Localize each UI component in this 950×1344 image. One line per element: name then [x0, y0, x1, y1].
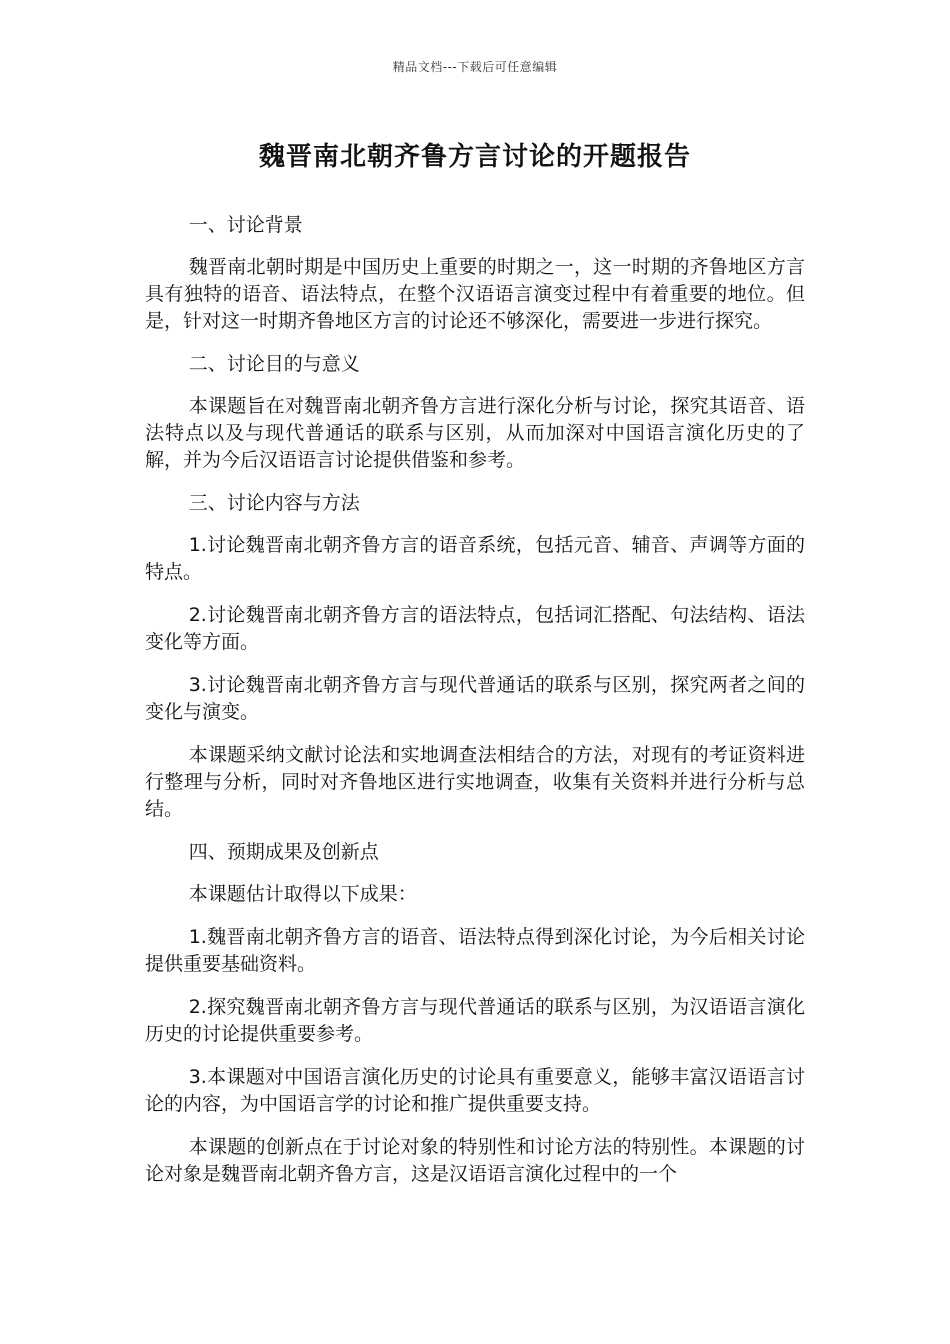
list-item: 2.讨论魏晋南北朝齐鲁方言的语法特点，包括词汇搭配、句法结构、语法变化等方面。 [145, 604, 805, 653]
paragraph: 魏晋南北朝时期是中国历史上重要的时期之一，这一时期的齐鲁地区方言具有独特的语音、语法特点，在整个汉语语言演变过程中有着重要的地位。但是，针对这一时期齐鲁地区方言的讨论还不够深化，需要进一步进行探究。 [145, 256, 805, 332]
document-body [145, 212, 805, 1204]
paragraph: 本课题估计取得以下成果： [188, 883, 417, 905]
document-title: 魏晋南北朝齐鲁方言讨论的开题报告 [258, 142, 691, 172]
paragraph: 本课题旨在对魏晋南北朝齐鲁方言进行深化分析与讨论，探究其语音、语法特点以及与现代普通话的联系与区别，从而加深对中国语言演化历史的了解，并为今后汉语语言讨论提供借鉴和参考。 [145, 395, 805, 471]
list-item: 3.讨论魏晋南北朝齐鲁方言与现代普通话的联系与区别，探究两者之间的变化与演变。 [145, 674, 805, 723]
list-item: 1.魏晋南北朝齐鲁方言的语音、语法特点得到深化讨论，为今后相关讨论提供重要基础资料。 [145, 926, 805, 975]
section-heading-content-method: 三、讨论内容与方法 [188, 492, 360, 514]
paragraph: 本课题的创新点在于讨论对象的特别性和讨论方法的特别性。本课题的讨论对象是魏晋南北朝齐鲁方言，这是汉语语言演化过程中的一个 [145, 1136, 805, 1185]
list-item: 3.本课题对中国语言演化历史的讨论具有重要意义，能够丰富汉语语言讨论的内容，为中国语言学的讨论和推广提供重要支持。 [145, 1066, 805, 1115]
section-heading-purpose: 二、讨论目的与意义 [188, 353, 360, 375]
list-item: 1.讨论魏晋南北朝齐鲁方言的语音系统，包括元音、辅音、声调等方面的特点。 [145, 534, 805, 583]
section-heading-outcomes: 四、预期成果及创新点 [188, 841, 379, 863]
section-heading-background: 一、讨论背景 [188, 214, 303, 236]
list-item: 2.探究魏晋南北朝齐鲁方言与现代普通话的联系与区别，为汉语语言演化历史的讨论提供重要参考。 [145, 996, 805, 1045]
paragraph: 本课题采纳文献讨论法和实地调查法相结合的方法，对现有的考证资料进行整理与分析，同时对齐鲁地区进行实地调查，收集有关资料并进行分析与总结。 [145, 744, 805, 820]
page-header: 精品文档---下载后可任意编辑 [392, 60, 558, 74]
